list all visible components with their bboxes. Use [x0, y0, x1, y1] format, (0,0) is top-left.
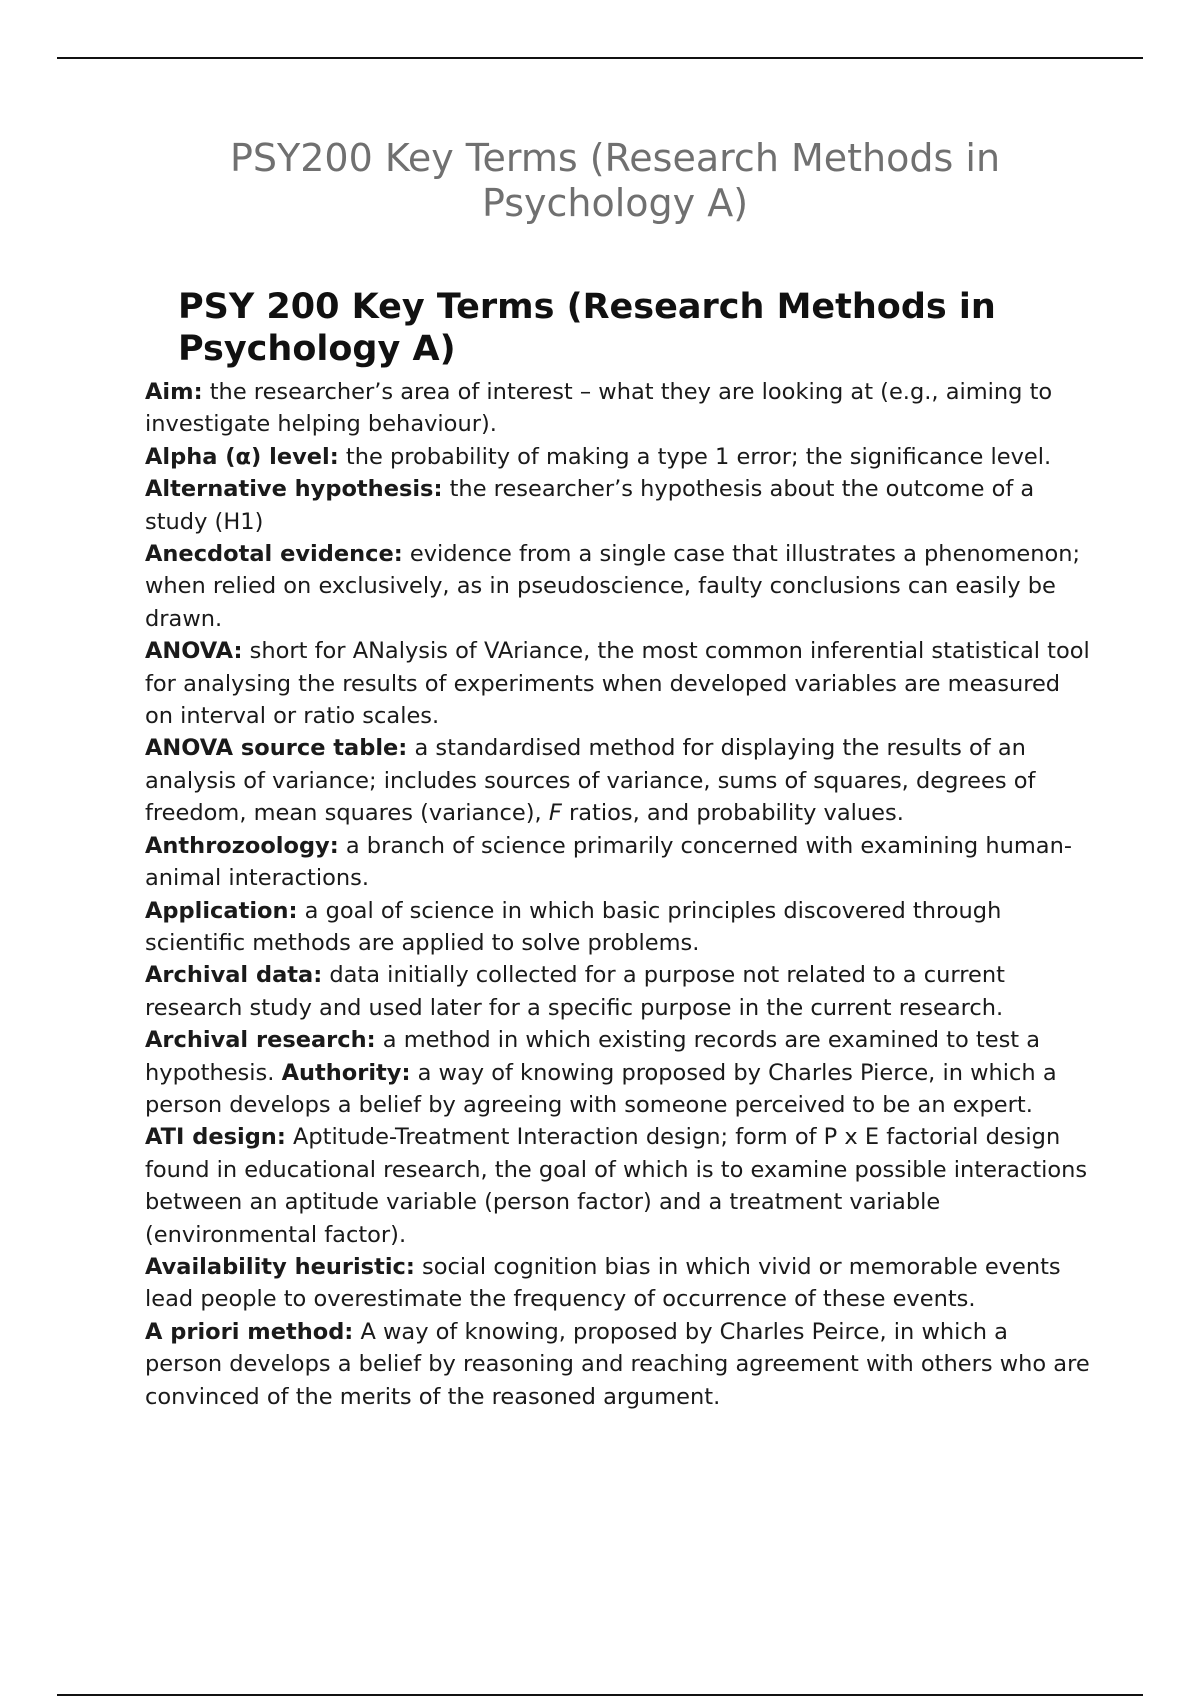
- glossary-entry-archival-research: [145, 1024, 1090, 1121]
- term-definition-tail: ratios, and probability values.: [561, 800, 904, 827]
- glossary-entry-availability-heuristic: [145, 1251, 1090, 1316]
- term-label: Archival research:: [145, 1027, 376, 1054]
- term-definition-authority: a way of knowing proposed by Charles Pierce, in which a person develops a belief by agreeing with someone perceived to be an expert.: [145, 1059, 1057, 1118]
- term-definition: short for ANalysis of VAriance, the most common inferential statistical tool for analysing the results of experiments when developed variables are measured on interval or ratio scales.: [145, 638, 1090, 730]
- glossary-list: [145, 376, 1090, 1413]
- term-label: Archival data:: [145, 962, 323, 989]
- term-label: Alpha (α) level:: [145, 443, 339, 470]
- term-label: ANOVA source table:: [145, 735, 408, 762]
- term-definition-italic: F: [548, 800, 562, 827]
- term-label: A priori method:: [145, 1318, 354, 1345]
- document-title: PSY200 Key Terms (Research Methods in Psychology A): [229, 136, 1001, 225]
- glossary-entry-anecdotal-evidence: [145, 538, 1090, 635]
- term-label-authority: Authority:: [281, 1059, 411, 1086]
- glossary-entry-archival-data: [145, 959, 1090, 1024]
- term-label: Anthrozoology:: [145, 832, 339, 859]
- term-definition: the researcher’s hypothesis about the outcome of a study (H1): [145, 476, 1035, 535]
- term-definition: a method in which existing records are examined to test a hypothesis.: [145, 1027, 1041, 1086]
- term-label: ATI design:: [145, 1124, 286, 1151]
- section-heading: PSY 200 Key Terms (Research Methods in Psychology A): [178, 287, 996, 369]
- bottom-rule: [57, 1694, 1143, 1696]
- glossary-entry-alternative-hypothesis: [145, 473, 1090, 538]
- top-rule: [57, 57, 1143, 59]
- term-definition: the researcher’s area of interest – what they are looking at (e.g., aiming to investigate helping behaviour).: [145, 379, 1053, 438]
- term-label: Application:: [145, 897, 298, 924]
- term-definition: data initially collected for a purpose not related to a current research study and used later for a specific purpose in the current research.: [145, 962, 1005, 1021]
- glossary-entry-a-priori-method: [145, 1316, 1090, 1413]
- term-definition: social cognition bias in which vivid or memorable events lead people to overestimate the frequency of occurrence of these events.: [145, 1253, 1061, 1313]
- term-definition: a goal of science in which basic principles discovered through scientific methods are applied to solve problems.: [145, 897, 1002, 956]
- term-definition: a standardised method for displaying the results of an analysis of variance; includes sources of variance, sums of squares, degrees of freedom, mean squares (variance),: [145, 735, 1036, 827]
- term-label: Anecdotal evidence:: [145, 541, 403, 568]
- term-definition: evidence from a single case that illustrates a phenomenon; when relied on exclusively, as in pseudoscience, faulty conclusions can easily be drawn.: [145, 541, 1081, 632]
- glossary-entry-anova: [145, 635, 1090, 732]
- glossary-entry-anova-source-table: [145, 732, 1090, 829]
- term-definition: A way of knowing, proposed by Charles Peirce, in which a person develops a belief by reasoning and reaching agreement with others who are convinced of the merits of the reasoned argument.: [145, 1318, 1090, 1410]
- glossary-entry-aim: [145, 376, 1090, 441]
- term-label: Alternative hypothesis:: [145, 476, 443, 503]
- term-definition: a branch of science primarily concerned with examining human-animal interactions.: [145, 832, 1072, 892]
- glossary-entry-alpha-level: [145, 441, 1090, 473]
- term-definition: Aptitude-Treatment Interaction design; form of P x E factorial design found in educational research, the goal of which is to examine possible interactions between an aptitude variable (person factor) and a treatment variable (environmental factor).: [145, 1124, 1088, 1248]
- term-label: Aim:: [145, 379, 203, 405]
- glossary-entry-anthrozoology: [145, 830, 1090, 895]
- term-definition: the probability of making a type 1 error; the significance level.: [338, 443, 1052, 470]
- term-label: Availability heuristic:: [145, 1253, 415, 1280]
- glossary-entry-application: [145, 895, 1090, 960]
- term-label: ANOVA:: [145, 638, 243, 665]
- glossary-entry-ati-design: [145, 1121, 1090, 1251]
